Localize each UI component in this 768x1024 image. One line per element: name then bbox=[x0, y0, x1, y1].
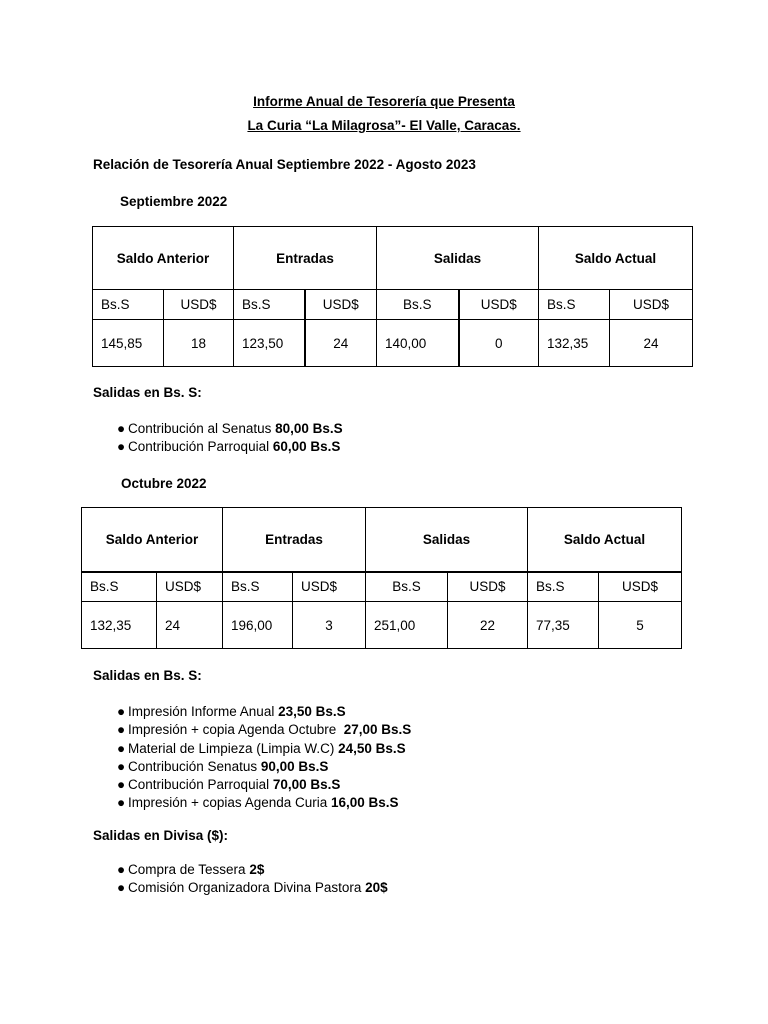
cell-entradas-bs: 196,00 bbox=[223, 602, 293, 649]
list-item: ● Contribución Parroquial 60,00 Bs.S bbox=[117, 438, 343, 456]
month-heading-september: Septiembre 2022 bbox=[120, 194, 228, 209]
bullet-icon: ● bbox=[117, 880, 126, 896]
document-subtitle: La Curia “La Milagrosa”- El Valle, Caracas. bbox=[247, 118, 521, 133]
list-item: ● Comisión Organizadora Divina Pastora 20$ bbox=[117, 879, 388, 897]
cell-saldo-actual-bs: 77,35 bbox=[528, 602, 599, 649]
cell-saldo-actual-usd: 24 bbox=[610, 320, 693, 367]
bullet-icon: ● bbox=[117, 704, 126, 719]
treasury-table-september bbox=[92, 226, 693, 367]
salidas-list-september bbox=[117, 420, 343, 457]
subheader-usd: USD$ bbox=[293, 572, 366, 602]
subheader-bs: Bs.S bbox=[528, 572, 599, 602]
subheader-usd: USD$ bbox=[599, 572, 682, 602]
subheader-bs: Bs.S bbox=[234, 290, 305, 320]
cell-entradas-bs: 123,50 bbox=[234, 320, 305, 367]
bullet-icon: ● bbox=[117, 777, 126, 793]
cell-saldo-actual-usd: 5 bbox=[599, 602, 682, 649]
subheader-bs: Bs.S bbox=[82, 572, 157, 602]
cell-saldo-anterior-bs: 145,85 bbox=[93, 320, 164, 367]
report-relation-heading: Relación de Tesorería Anual Septiembre 2022 - Agosto 2023 bbox=[93, 157, 476, 172]
subheader-usd: USD$ bbox=[459, 290, 539, 320]
header-saldo-anterior: Saldo Anterior bbox=[82, 508, 223, 572]
cell-saldo-anterior-usd: 24 bbox=[157, 602, 223, 649]
bullet-icon: ● bbox=[117, 722, 126, 738]
cell-entradas-usd: 3 bbox=[293, 602, 366, 649]
subheader-usd: USD$ bbox=[164, 290, 234, 320]
cell-saldo-actual-bs: 132,35 bbox=[539, 320, 610, 367]
list-item: ● Contribución Parroquial 70,00 Bs.S bbox=[117, 776, 411, 794]
bullet-icon: ● bbox=[117, 795, 126, 811]
subheader-usd: USD$ bbox=[610, 290, 693, 320]
list-item: ● Impresión Informe Anual 23,50 Bs.S bbox=[117, 703, 411, 721]
bullet-icon: ● bbox=[117, 862, 126, 877]
bullet-icon: ● bbox=[117, 439, 126, 455]
bullet-icon: ● bbox=[117, 421, 126, 436]
cell-salidas-usd: 0 bbox=[459, 320, 539, 367]
subheader-bs: Bs.S bbox=[377, 290, 459, 320]
subheader-usd: USD$ bbox=[448, 572, 528, 602]
list-item: ● Impresión + copias Agenda Curia 16,00 Bs.S bbox=[117, 794, 411, 812]
bullet-icon: ● bbox=[117, 740, 126, 756]
list-item: ● Material de Limpieza (Limpia W.C) 24,50 Bs.S bbox=[117, 740, 411, 758]
salidas-bs-heading-september: Salidas en Bs. S: bbox=[93, 385, 202, 400]
cell-entradas-usd: 24 bbox=[305, 320, 377, 367]
cell-saldo-anterior-bs: 132,35 bbox=[82, 602, 157, 649]
header-entradas: Entradas bbox=[223, 508, 366, 572]
treasury-table-october bbox=[81, 507, 682, 649]
subheader-bs: Bs.S bbox=[539, 290, 610, 320]
list-item: ● Contribución Senatus 90,00 Bs.S bbox=[117, 758, 411, 776]
cell-saldo-anterior-usd: 18 bbox=[164, 320, 234, 367]
cell-salidas-bs: 251,00 bbox=[366, 602, 448, 649]
subheader-bs: Bs.S bbox=[223, 572, 293, 602]
header-entradas: Entradas bbox=[234, 227, 377, 290]
list-item: ● Impresión + copia Agenda Octubre 27,00 Bs.S bbox=[117, 721, 411, 739]
subheader-usd: USD$ bbox=[305, 290, 377, 320]
month-heading-october: Octubre 2022 bbox=[121, 476, 207, 491]
subheader-bs: Bs.S bbox=[93, 290, 164, 320]
cell-salidas-bs: 140,00 bbox=[377, 320, 459, 367]
document-title: Informe Anual de Tesorería que Presenta bbox=[253, 94, 515, 109]
salidas-bs-heading-october: Salidas en Bs. S: bbox=[93, 668, 202, 683]
cell-salidas-usd: 22 bbox=[448, 602, 528, 649]
subheader-usd: USD$ bbox=[157, 572, 223, 602]
bullet-icon: ● bbox=[117, 758, 126, 774]
salidas-list-october bbox=[117, 703, 411, 813]
header-saldo-actual: Saldo Actual bbox=[539, 227, 693, 290]
list-item: ● Contribución al Senatus 80,00 Bs.S bbox=[117, 420, 343, 438]
header-saldo-anterior: Saldo Anterior bbox=[93, 227, 234, 290]
salidas-divisa-heading-october: Salidas en Divisa ($): bbox=[93, 828, 229, 843]
list-item: ● Compra de Tessera 2$ bbox=[117, 861, 388, 879]
header-salidas: Salidas bbox=[377, 227, 539, 290]
header-salidas: Salidas bbox=[366, 508, 528, 572]
salidas-divisa-list-october bbox=[117, 861, 388, 898]
header-saldo-actual: Saldo Actual bbox=[528, 508, 682, 572]
subheader-bs: Bs.S bbox=[366, 572, 448, 602]
